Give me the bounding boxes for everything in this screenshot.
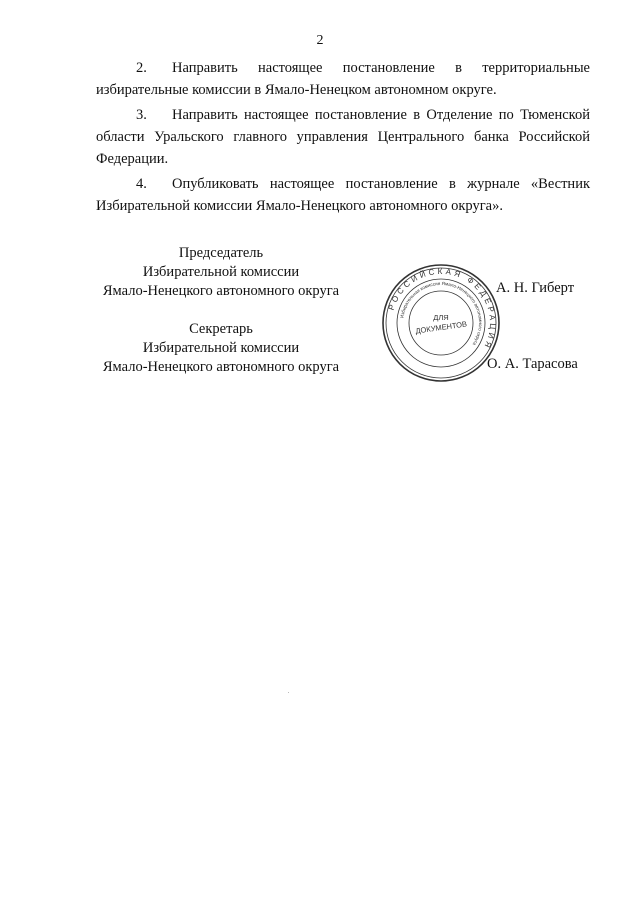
secretary-name: О. А. Тарасова <box>487 356 578 372</box>
chairman-title-line3: Ямало-Ненецкого автономного округа <box>102 283 340 299</box>
page-number: 2 <box>316 33 324 48</box>
paragraph-number: 3. <box>136 107 147 123</box>
paragraph-number: 4. <box>136 176 147 192</box>
stamp-center-line2: ДОКУМЕНТОВ <box>414 319 468 336</box>
chairman-title-block <box>90 244 352 301</box>
chairman-title-line2: Избирательной комиссии <box>142 264 300 280</box>
official-stamp-icon <box>380 262 502 384</box>
scan-speck <box>288 692 289 693</box>
paragraph-4 <box>96 173 590 217</box>
paragraph-text: Направить настоящее постановление в Отделение по Тюменской области Уральского главного управления Центрального банка Российской Федерации. <box>96 107 590 167</box>
chairman-name: А. Н. Гиберт <box>496 280 575 296</box>
stamp-outer-text: РОССИЙСКАЯ ФЕДЕРАЦИЯ <box>386 266 498 352</box>
paragraph-3 <box>96 104 590 170</box>
paragraph-2 <box>96 57 590 101</box>
stamp-center-line1: ДЛЯ <box>433 313 449 322</box>
secretary-title-line1: Секретарь <box>189 321 253 337</box>
secretary-title-line3: Ямало-Ненецкого автономного округа <box>102 359 340 375</box>
paragraph-text: Направить настоящее постановление в территориальные избирательные комиссии в Ямало-Ненецком автономном округе. <box>96 60 590 98</box>
paragraph-text: Опубликовать настоящее постановление в журнале «Вестник Избирательной комиссии Ямало-Ненецкого автономного округа». <box>96 176 590 214</box>
secretary-title-block <box>90 320 352 377</box>
stamp-inner-text: Избирательная комиссия Ямало-Ненецкого автономного округа <box>399 280 484 347</box>
paragraph-number: 2. <box>136 60 147 76</box>
secretary-title-line2: Избирательной комиссии <box>142 340 300 356</box>
chairman-title-line1: Председатель <box>178 245 264 261</box>
document-body <box>96 57 590 220</box>
